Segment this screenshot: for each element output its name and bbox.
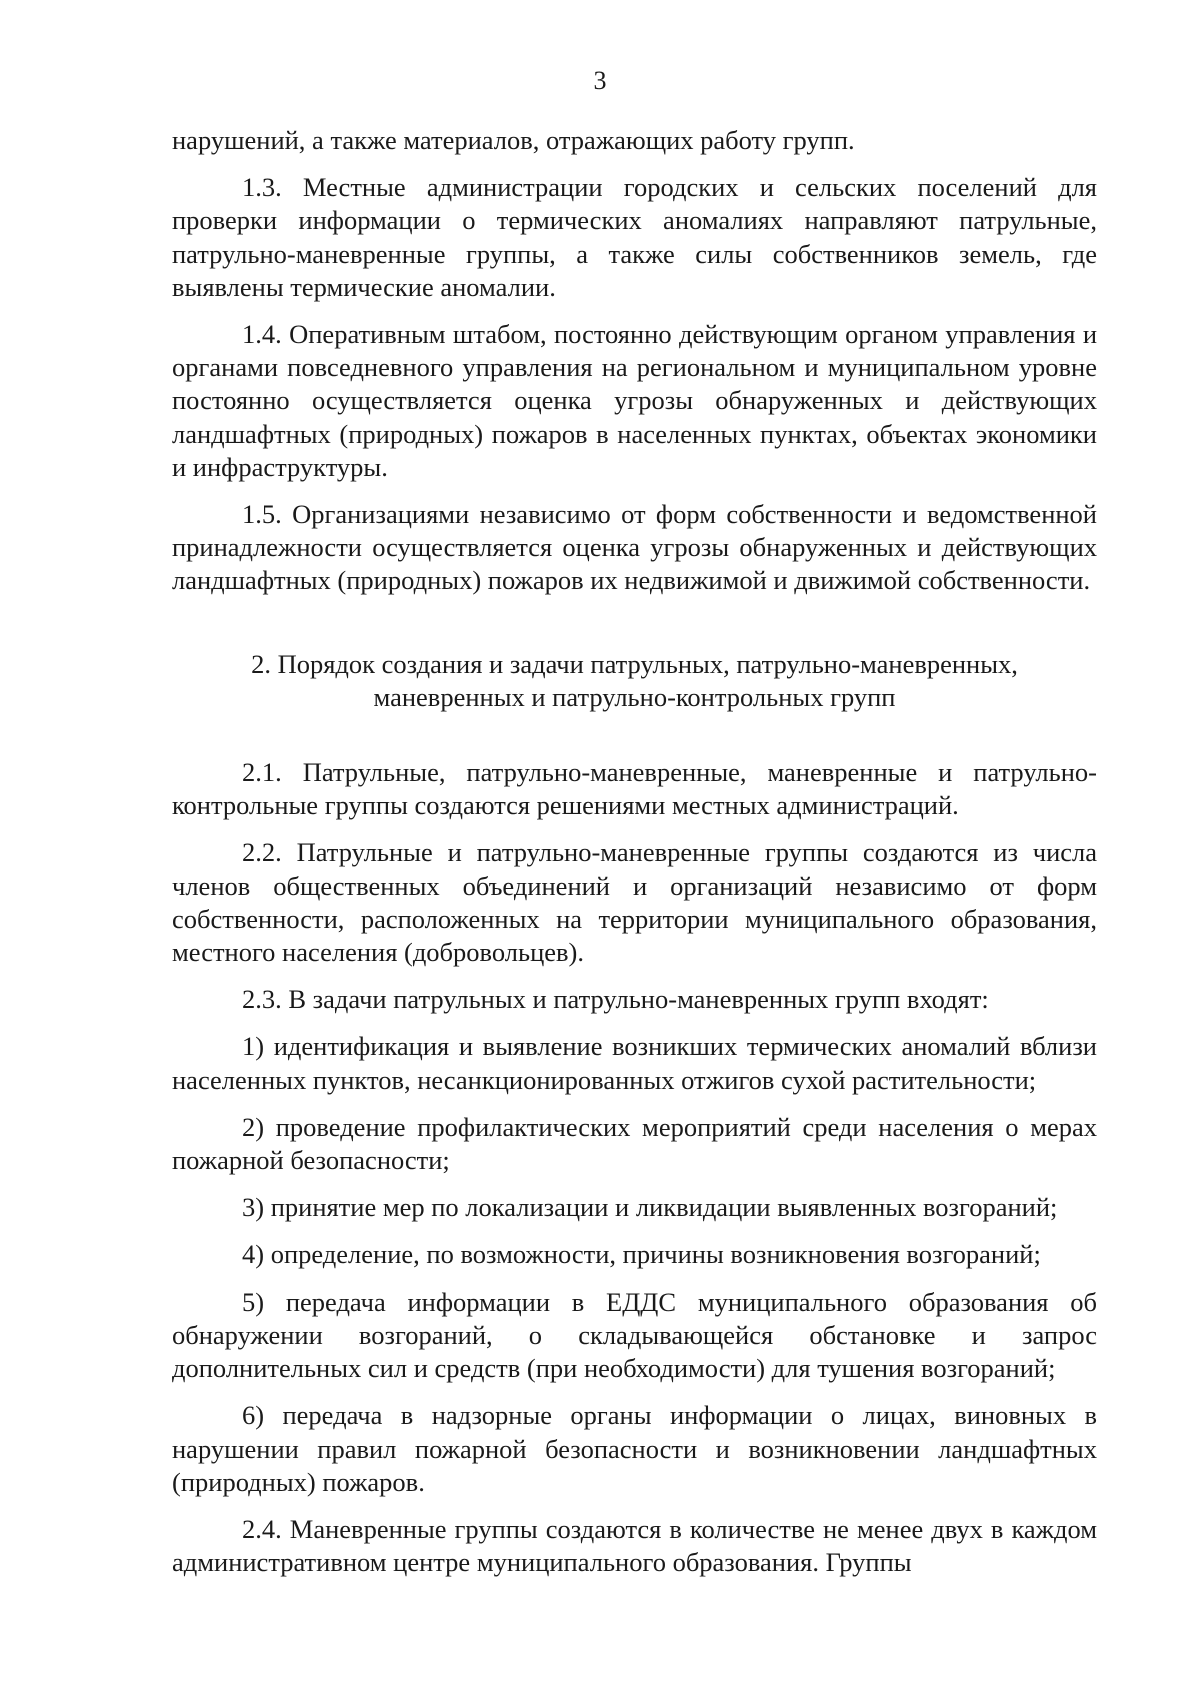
list-item-5: 5) передача информации в ЕДДС муниципального образования об обнаружении возгораний, о складывающейся обстановке и запрос дополнительных сил и средств (при необходимости) для тушения возгораний; [172, 1286, 1097, 1384]
paragraph-2-1: 2.1. Патрульные, патрульно-маневренные, маневренные и патрульно-контрольные группы создаются решениями местных администраций. [172, 757, 1097, 821]
paragraph-1-4: 1.4. Оперативным штабом, постоянно действующим органом управления и органами повседневного управления на региональном и муниципальном уровне постоянно осуществляется оценка угрозы обнаруженных и действующих ландшафтных (природных) пожаров в населенных пунктах, объектах экономики и инфраструктуры. [172, 319, 1097, 482]
paragraph-1-5: 1.5. Организациями независимо от форм собственности и ведомственной принадлежности осуществляется оценка угрозы обнаруженных и действующих ландшафтных (природных) пожаров их недвижимой и движимой собственности. [172, 499, 1097, 596]
paragraph-2-3: 2.3. В задачи патрульных и патрульно-маневренных групп входят: [242, 984, 989, 1015]
section-title-line-2: маневренных и патрульно-контрольных групп [373, 681, 896, 712]
section-title-line-1: 2. Порядок создания и задачи патрульных, патрульно-маневренных, [251, 648, 1018, 679]
page-number: 3 [593, 66, 607, 95]
list-item-6: 6) передача в надзорные органы информации о лицах, виновных в нарушении правил пожарной безопасности и возникновении ландшафтных (природных) пожаров. [172, 1400, 1097, 1497]
paragraph-2-4: 2.4. Маневренные группы создаются в количестве не менее двух в каждом административном центре муниципального образования. Группы [172, 1513, 1097, 1578]
list-item-1: 1) идентификация и выявление возникших термических аномалий вблизи населенных пунктов, несанкционированных отжигов сухой растительности; [172, 1031, 1097, 1095]
list-item-2: 2) проведение профилактических мероприятий среди населения о мерах пожарной безопасности; [172, 1111, 1097, 1176]
paragraph-1-3: 1.3. Местные администрации городских и сельских поселений для проверки информации о термических аномалиях направляют патрульные, патрульно-маневренные группы, а также силы собственников земель, где выявлены термические аномалии. [172, 172, 1097, 302]
document-body [172, 124, 1097, 1593]
section-title [172, 648, 1097, 714]
paragraph-2-2: 2.2. Патрульные и патрульно-маневренные группы создаются из числа членов общественных объединений и организаций независимо от форм собственности, расположенных на территории муниципального образования, местного населения (добровольцев). [172, 837, 1097, 968]
list-item-3: 3) принятие мер по локализации и ликвидации выявленных возгораний; [242, 1192, 1058, 1223]
list-item-4: 4) определение, по возможности, причины возникновения возгораний; [242, 1239, 1041, 1270]
paragraph-continuation: нарушений, а также материалов, отражающих работу групп. [172, 125, 855, 155]
